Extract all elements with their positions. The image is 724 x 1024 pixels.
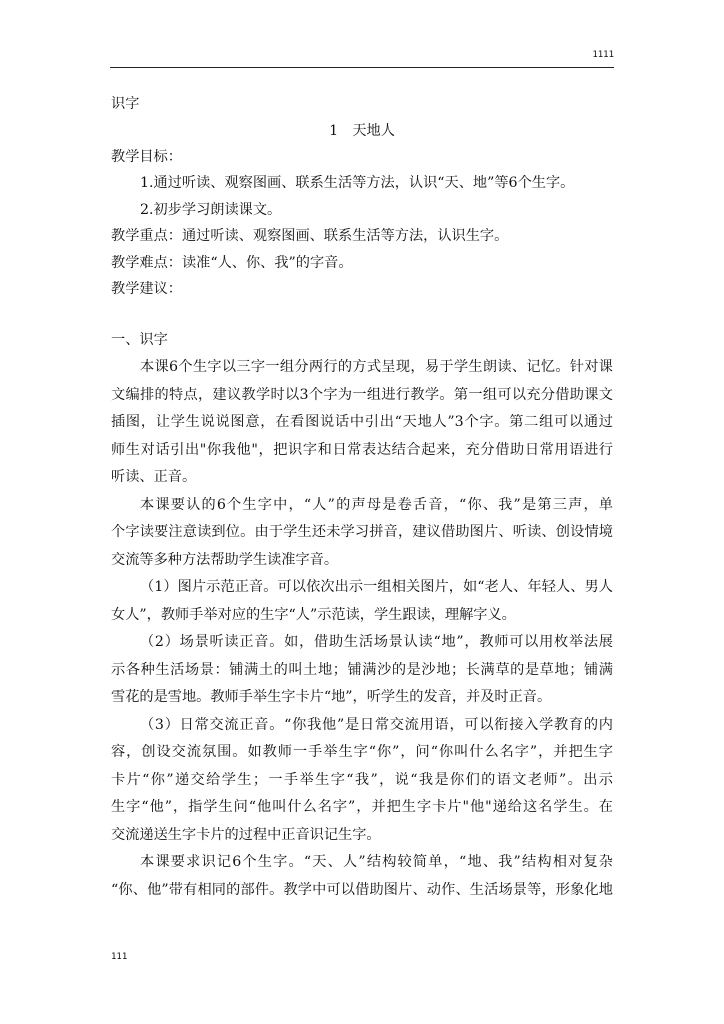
paragraph-line: 听读、正音。 [111,469,197,485]
paragraph [111,849,613,904]
goals-label: 教学目标： [111,148,182,165]
header-divider [110,67,614,68]
advice-label: 教学建议： [111,281,182,297]
paragraph [111,629,613,712]
paragraph [111,712,613,850]
paragraph-line: 雪花的是雪地。教师手举生字卡片“地”，听学生的发音，并及时正音。 [111,689,552,705]
paragraph-line: “你、他”带有相同的部件。教学中可以借助图片、动作、生活场景等，形象化地 [111,881,613,898]
paragraph-line: 本课要认的6个生字中，“人”的声母是卷舌音，“你、我”是第三声，单 [140,496,613,513]
document-body [111,91,613,904]
paragraph-line: 师生对话引出"你我他"，把识字和日常表达结合起来，充分借助日常用语进行 [111,441,613,458]
paragraph-line: 个字读要注意读到位。由于学生还未学习拼音，建议借助图片、听读、创设情境 [111,524,613,540]
paragraph-line: 卡片“你”递交给学生；一手举生字“我”，说“我是你们的语文老师”。出示 [111,771,613,788]
goal-item: 2.初步学习朗读课文。 [140,201,282,218]
paragraph-line: 容，创设交流氛围。如教师一手举生字“你”，问“你叫什么名字”，并把生字 [111,744,613,760]
paragraphs [111,354,613,904]
paragraph-line: （1）图片示范正音。可以依次出示一组相关图片，如“老人、年轻人、男人 [140,579,613,595]
subsection-heading: 一、识字 [111,331,168,348]
paragraph-line: 插图，让学生说说图意，在看图说话中引出“天地人”3个字。第二组可以通过 [111,414,613,430]
paragraph-line: 文编排的特点，建议教学时以3个字为一组进行教学。第一组可以充分借助课文 [111,386,613,403]
paragraph [111,354,613,492]
paragraph-line: 女人”，教师手举对应的生字“人”示范读，学生跟读，理解字义。 [111,606,516,623]
paragraph-line: 交流等多种方法帮助学生读准字音。 [111,551,339,568]
paragraph-line: 示各种生活场景：铺满土的叫土地；铺满沙的是沙地；长满草的是草地；铺满 [111,661,613,678]
paragraph-line: 本课要求识记6个生字。“天、人”结构较简单，“地、我”结构相对复杂 [140,854,613,870]
paragraph-line: 生字“他”，指学生问“他叫什么名字”，并把生字卡片"他"递给这名学生。在 [111,799,613,815]
paragraph-line: （3）日常交流正音。“你我他”是日常交流用语，可以衔接入学教育的内 [140,716,613,733]
paragraph [111,492,613,575]
footer-page-number: 111 [111,952,128,962]
paragraph-line: 交流递送生字卡片的过程中正音识记生字。 [111,826,381,843]
section-heading: 识字 [111,96,140,112]
lesson-title: 1 天地人 [329,122,395,139]
goal-item: 1.通过听读、观察图画、联系生活等方法，认识“天、地”等6个生字。 [140,175,575,191]
paragraph [111,574,613,629]
key-point: 教学重点：通过听读、观察图画、联系生活等方法，认识生字。 [111,228,509,244]
paragraph-line: 本课6个生字以三字一组分两行的方式呈现，易于学生朗读、记忆。针对课 [140,359,613,375]
header-page-number: 1111 [592,50,614,60]
paragraph-line: （2）场景听读正音。如，借助生活场景认读“地”，教师可以用枚举法展 [140,634,613,650]
difficulty: 教学难点：读准“人、你、我”的字音。 [111,254,353,271]
